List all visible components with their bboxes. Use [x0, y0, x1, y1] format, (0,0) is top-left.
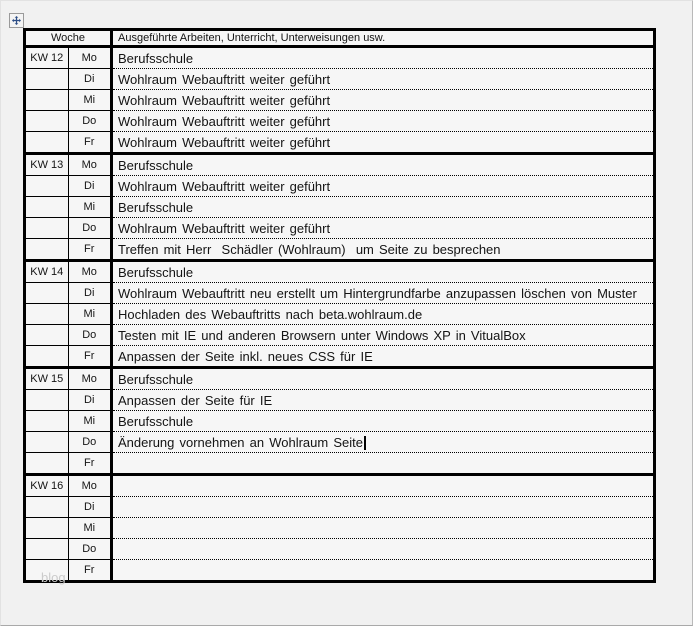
entry-cell[interactable] [112, 47, 655, 69]
entry-text: Berufsschule [118, 199, 194, 215]
entry-cell[interactable] [112, 411, 655, 432]
week-empty-cell[interactable] [25, 346, 69, 368]
table-row [25, 283, 655, 304]
table-row [25, 432, 655, 453]
day-label-cell[interactable]: Fr [68, 346, 112, 368]
week-empty-cell[interactable] [25, 176, 69, 197]
entry-cell[interactable] [112, 390, 655, 411]
entry-text: Berufsschule [118, 413, 194, 429]
week-empty-cell[interactable] [25, 432, 69, 453]
table-row [25, 453, 655, 475]
entry-cell[interactable] [112, 261, 655, 283]
table-row [25, 368, 655, 390]
day-label-cell[interactable]: Mo [68, 475, 112, 497]
entry-text: Wohlraum Webauftritt weiter geführt [118, 113, 331, 129]
entry-cell[interactable] [112, 90, 655, 111]
week-column-header[interactable]: Woche [25, 30, 112, 47]
day-label-cell[interactable]: Di [68, 176, 112, 197]
table-row [25, 560, 655, 582]
week-empty-cell[interactable] [25, 453, 69, 475]
entry-cell[interactable] [112, 475, 655, 497]
week-label-cell[interactable]: KW 12 [25, 47, 69, 69]
day-label-cell[interactable]: Fr [68, 560, 112, 582]
entry-cell[interactable] [112, 539, 655, 560]
table-row [25, 497, 655, 518]
table-row [25, 346, 655, 368]
entry-cell[interactable] [112, 560, 655, 582]
entry-cell[interactable] [112, 111, 655, 132]
day-label-cell[interactable]: Mi [68, 90, 112, 111]
week-empty-cell[interactable] [25, 304, 69, 325]
entry-cell[interactable] [112, 325, 655, 346]
week-label-cell[interactable]: KW 15 [25, 368, 69, 390]
table-row [25, 261, 655, 283]
week-label-cell[interactable]: KW 14 [25, 261, 69, 283]
week-empty-cell[interactable] [25, 90, 69, 111]
week-empty-cell[interactable] [25, 111, 69, 132]
description-column-header[interactable]: Ausgeführte Arbeiten, Unterricht, Unterweisungen usw. [112, 30, 655, 47]
table-row [25, 176, 655, 197]
entry-text: Wohlraum Webauftritt weiter geführt [118, 134, 331, 150]
entry-cell[interactable] [112, 69, 655, 90]
entry-cell[interactable] [112, 304, 655, 325]
week-empty-cell[interactable] [25, 283, 69, 304]
table-row [25, 218, 655, 239]
day-label-cell[interactable]: Mi [68, 197, 112, 218]
entry-cell[interactable] [112, 497, 655, 518]
header-row [25, 30, 655, 47]
entry-text: Hochladen des Webauftritts nach beta.wohlraum.de [118, 306, 423, 322]
day-label-cell[interactable]: Do [68, 218, 112, 239]
entry-text: Wohlraum Webauftritt weiter geführt [118, 220, 331, 236]
week-empty-cell[interactable] [25, 69, 69, 90]
report-table-body [25, 30, 655, 582]
four-arrows-move-icon [12, 16, 21, 25]
entry-text: Berufsschule [118, 264, 194, 280]
week-empty-cell[interactable] [25, 197, 69, 218]
day-label-cell[interactable]: Do [68, 432, 112, 453]
week-empty-cell[interactable] [25, 539, 69, 560]
day-label-cell[interactable]: Mo [68, 261, 112, 283]
week-empty-cell[interactable] [25, 497, 69, 518]
entry-text: Wohlraum Webauftritt weiter geführt [118, 92, 331, 108]
entry-cell[interactable] [112, 368, 655, 390]
table-row [25, 90, 655, 111]
week-empty-cell[interactable] [25, 518, 69, 539]
table-row [25, 69, 655, 90]
entry-text: Wohlraum Webauftritt neu erstellt um Hintergrundfarbe anzupassen löschen von Muster [118, 285, 637, 301]
entry-text: Anpassen der Seite für IE [118, 392, 273, 408]
table-row [25, 197, 655, 218]
day-label-cell[interactable]: Do [68, 325, 112, 346]
entry-text: Anpassen der Seite inkl. neues CSS für IE [118, 348, 373, 364]
week-label-cell[interactable]: KW 13 [25, 154, 69, 176]
table-row [25, 111, 655, 132]
table-row [25, 304, 655, 325]
table-move-handle[interactable] [9, 13, 24, 28]
table-row [25, 539, 655, 560]
table-row [25, 239, 655, 261]
entry-cell[interactable] [112, 132, 655, 154]
table-row [25, 390, 655, 411]
entry-cell[interactable] [112, 518, 655, 539]
week-empty-cell[interactable] [25, 132, 69, 154]
day-label-cell[interactable]: Fr [68, 132, 112, 154]
table-row [25, 325, 655, 346]
entry-text: Berufsschule [118, 50, 194, 66]
day-label-cell[interactable]: Di [68, 390, 112, 411]
week-label-cell[interactable]: KW 16 [25, 475, 69, 497]
week-empty-cell[interactable] [25, 390, 69, 411]
entry-cell[interactable] [112, 154, 655, 176]
entry-cell[interactable] [112, 239, 655, 261]
table-row [25, 475, 655, 497]
week-empty-cell[interactable] [25, 218, 69, 239]
entry-text: Testen mit IE und anderen Browsern unter Windows XP in VitualBox [118, 327, 526, 343]
entry-text: Wohlraum Webauftritt weiter geführt [118, 178, 331, 194]
entry-text: Berufsschule [118, 371, 194, 387]
day-label-cell[interactable]: Di [68, 497, 112, 518]
week-empty-cell[interactable] [25, 239, 69, 261]
table-row [25, 47, 655, 69]
day-label-cell[interactable]: Do [68, 111, 112, 132]
text-cursor [364, 436, 366, 450]
week-empty-cell[interactable] [25, 411, 69, 432]
entry-cell[interactable] [112, 346, 655, 368]
entry-cell[interactable] [112, 176, 655, 197]
entry-text: Änderung vornehmen an Wohlraum Seite [118, 434, 363, 450]
entry-cell[interactable] [112, 453, 655, 475]
day-label-cell[interactable]: Mi [68, 518, 112, 539]
day-label-cell[interactable]: Mo [68, 47, 112, 69]
day-label-cell[interactable]: Fr [68, 239, 112, 261]
table-row [25, 132, 655, 154]
entry-text: Treffen mit Herr Schädler (Wohlraum) um Seite zu besprechen [118, 241, 501, 257]
entry-cell[interactable] [112, 283, 655, 304]
entry-cell[interactable] [112, 432, 655, 453]
day-label-cell[interactable]: Di [68, 283, 112, 304]
day-label-cell[interactable]: Mi [68, 304, 112, 325]
table-row [25, 154, 655, 176]
day-label-cell[interactable]: Mi [68, 411, 112, 432]
week-empty-cell[interactable] [25, 325, 69, 346]
entry-text: Berufsschule [118, 157, 194, 173]
day-label-cell[interactable]: Mo [68, 368, 112, 390]
table-row [25, 411, 655, 432]
entry-text: Wohlraum Webauftritt weiter geführt [118, 71, 331, 87]
day-label-cell[interactable]: Do [68, 539, 112, 560]
watermark-text: blog [41, 570, 66, 585]
entry-cell[interactable] [112, 218, 655, 239]
day-label-cell[interactable]: Mo [68, 154, 112, 176]
weekly-report-table [23, 28, 656, 583]
day-label-cell[interactable]: Fr [68, 453, 112, 475]
week-empty-cell[interactable] [25, 560, 69, 582]
day-label-cell[interactable]: Di [68, 69, 112, 90]
entry-cell[interactable] [112, 197, 655, 218]
table-row [25, 518, 655, 539]
